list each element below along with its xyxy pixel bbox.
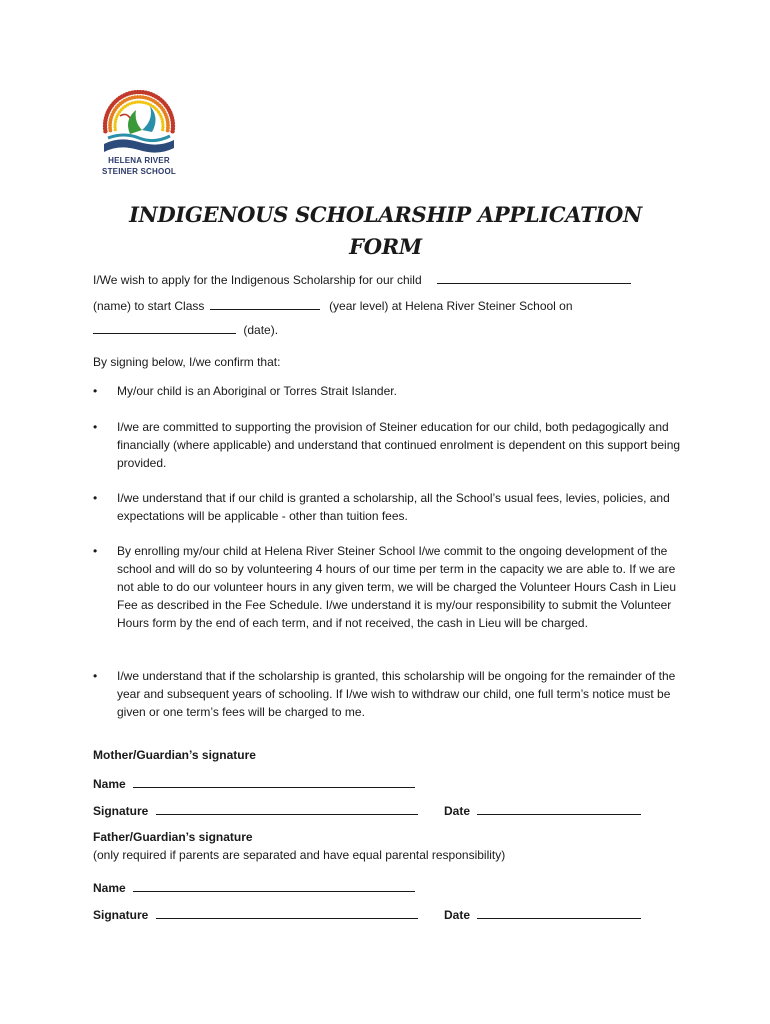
bullet-item-5: I/we understand that if the scholarship is granted, this scholarship will be ongoing for the remainder of the year and subsequent years of schooling. If I/we wish to withdraw our child, one full term’s notice must be given or one term’s fees will be charged to me. [117,669,676,719]
father-date-row [444,905,641,924]
mother-signature-label: Signature [93,804,149,818]
mother-signature-row [93,801,418,820]
father-heading: Father/Guardian’s signature [93,830,253,844]
child-name-field[interactable] [437,270,631,284]
mother-signature-field[interactable] [156,801,418,815]
father-name-row [93,878,415,897]
intro-line-3-text: (date). [243,323,279,337]
father-signature-row [93,905,418,924]
mother-date-label: Date [444,804,471,818]
mother-name-field[interactable] [133,774,415,788]
crest-dot [161,128,164,131]
title-line-2: FORM [349,234,422,259]
crest-dot [166,129,170,133]
mother-name-row [93,774,415,793]
bullet-marker: • [93,384,98,398]
father-note: (only required if parents are separated and have equal parental responsibility) [93,848,506,862]
bullet-marker: • [93,669,98,683]
bullet-marker: • [93,544,98,558]
bullet-item-4: By enrolling my/our child at Helena River Steiner School I/we commit to the ongoing development of the school and will do so by volunteering 4 hours of our time per term in the capacity we are able to. If we are not able to do our volunteer hours in any given term, we will be charged the Volunteer Hours Cash in Lieu Fee as described in the Fee Schedule. I/we understand it is my/our responsibility to submit the Volunteer Hours form by the end of each term, and if not received, the cash in Lieu will be charged. [117,544,676,630]
father-signature-field[interactable] [156,905,418,919]
mother-name-label: Name [93,777,126,791]
intro-line-1 [93,270,631,289]
intro-line-2a: (name) to start Class [93,299,205,313]
crest-dot [170,129,174,133]
confirm-lead: By signing below, I/we confirm that: [93,355,281,369]
intro-line-2 [93,296,573,315]
page-title [93,199,678,263]
father-date-field[interactable] [477,905,641,919]
bullet-item-1: My/our child is an Aboriginal or Torres Strait Islander. [117,384,397,398]
mother-date-field[interactable] [477,801,641,815]
school-logo [90,86,188,186]
bullet-item-2: I/we are committed to supporting the provision of Steiner education for our child, both pedagogically and financially (where applicable) and understand that continued enrolment is dependent on this support being provided. [117,420,681,470]
father-signature-label: Signature [93,908,149,922]
father-name-label: Name [93,881,126,895]
bullet-marker: • [93,491,98,505]
intro-line-2b: (year level) at Helena River Steiner School on [329,299,573,313]
bullet-marker: • [93,420,98,434]
logo-line-1: HELENA RIVER [108,156,170,165]
father-name-field[interactable] [133,878,415,892]
bullet-item-3: I/we understand that if our child is granted a scholarship, all the School’s usual fees, levies, policies, and expectations will be applicable - other than tuition fees. [117,491,670,523]
mother-date-row [444,801,641,820]
logo-line-2: STEINER SCHOOL [102,167,176,176]
school-crest-icon [90,86,188,158]
intro-line-1-text: I/We wish to apply for the Indigenous Scholarship for our child [93,273,422,287]
title-line-1: INDIGENOUS SCHOLARSHIP APPLICATION [129,202,642,227]
class-field[interactable] [210,296,320,310]
mother-heading: Mother/Guardian’s signature [93,748,256,762]
intro-line-3 [93,320,278,339]
start-date-field[interactable] [93,320,236,334]
father-date-label: Date [444,908,471,922]
